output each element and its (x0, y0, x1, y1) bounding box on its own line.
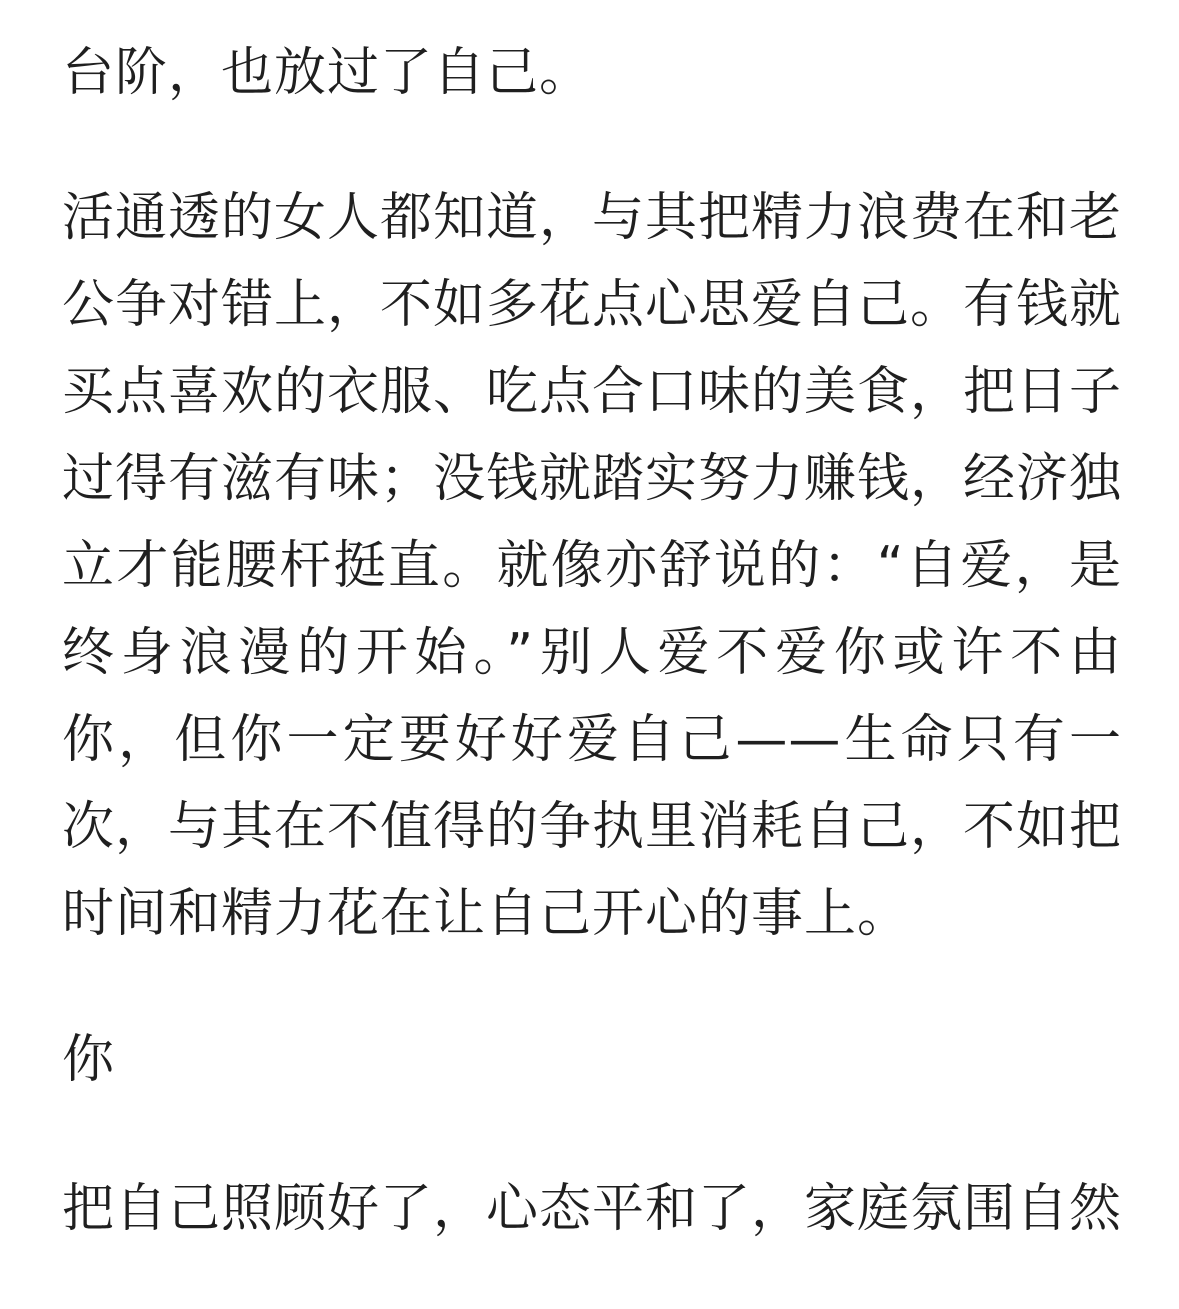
paragraph-bottom: 把自己照顾好了，心态平和了，家庭氛围自然 (62, 1179, 1123, 1239)
paragraph-single-char: 你 (62, 1030, 116, 1090)
paragraph-main: 活通透的女人都知道，与其把精力浪费在和老公争对错上，不如多花点心思爱自己。有钱就买点喜欢的衣服、吃点合口味的美食，把日子过得有滋有味；没钱就踏实努力赚钱，经济独立才能腰杆挺直。就像亦舒说的：“自爱，是终身浪漫的开始。”别人爱不爱你或许不由你，但你一定要好好爱自己——生命只有一次，与其在不值得的争执里消耗自己，不如把时间和精力花在让自己开心的事上。 (62, 188, 1123, 944)
paragraph-top: 台阶，也放过了自己。 (62, 43, 593, 103)
